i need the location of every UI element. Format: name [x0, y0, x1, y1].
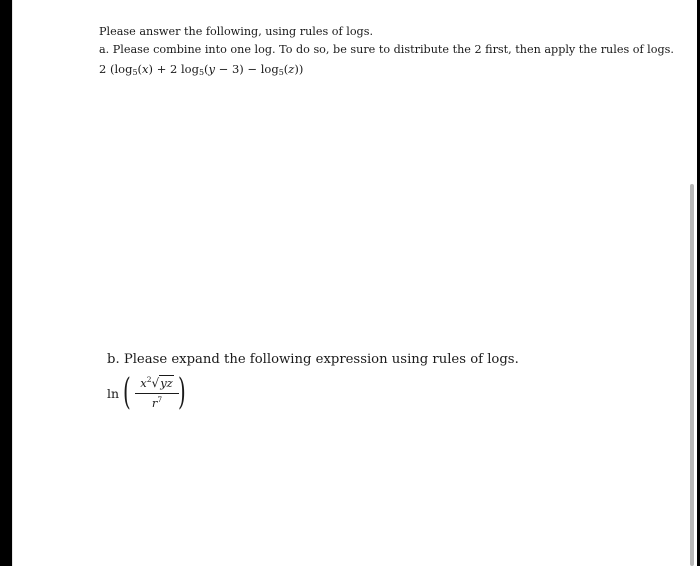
outer-close-paren: )	[298, 62, 304, 76]
var-z: z	[288, 62, 295, 76]
log-base: 5	[132, 68, 138, 77]
radicand: yz	[160, 376, 173, 390]
part-b-prompt: b. Please expand the following expression using rules of logs.	[107, 352, 519, 367]
log-base: 5	[278, 68, 284, 77]
var-x: x	[142, 62, 149, 76]
fraction-numerator	[133, 375, 181, 390]
sqrt-icon: √	[151, 376, 160, 390]
fraction-bar	[135, 393, 179, 394]
numerator-var: x	[140, 376, 147, 390]
var-y: y	[208, 62, 216, 76]
plus-two: + 2	[153, 62, 181, 76]
ln-word: ln	[107, 386, 120, 401]
log-word: log	[180, 62, 199, 76]
part-a-prompt: a. Please combine into one log. To do so, be sure to distribute the 2 first, then apply the rules of logs.	[99, 43, 674, 56]
fraction-denominator	[133, 395, 181, 410]
vertical-scrollbar[interactable]	[690, 184, 694, 566]
numerator-exp: 2	[146, 375, 152, 384]
denominator-var: r	[151, 396, 158, 410]
document-page	[12, 0, 697, 566]
log-base: 5	[198, 68, 205, 77]
minus-three: − 3) −	[215, 62, 261, 76]
denominator-exp: 7	[157, 395, 163, 404]
outer-open-paren: (	[109, 62, 115, 76]
right-paren: )	[178, 372, 186, 413]
instructions-text: Please answer the following, using rules of logs.	[99, 25, 374, 38]
log-word: log	[260, 62, 279, 76]
left-paren: (	[123, 372, 131, 413]
coef: 2	[99, 62, 107, 76]
log-word: log	[114, 62, 133, 76]
part-a-expression: 2 ($\log_5(x) + 2$ $\log_5(y - 3) - \log_5(z)$)	[99, 62, 304, 77]
